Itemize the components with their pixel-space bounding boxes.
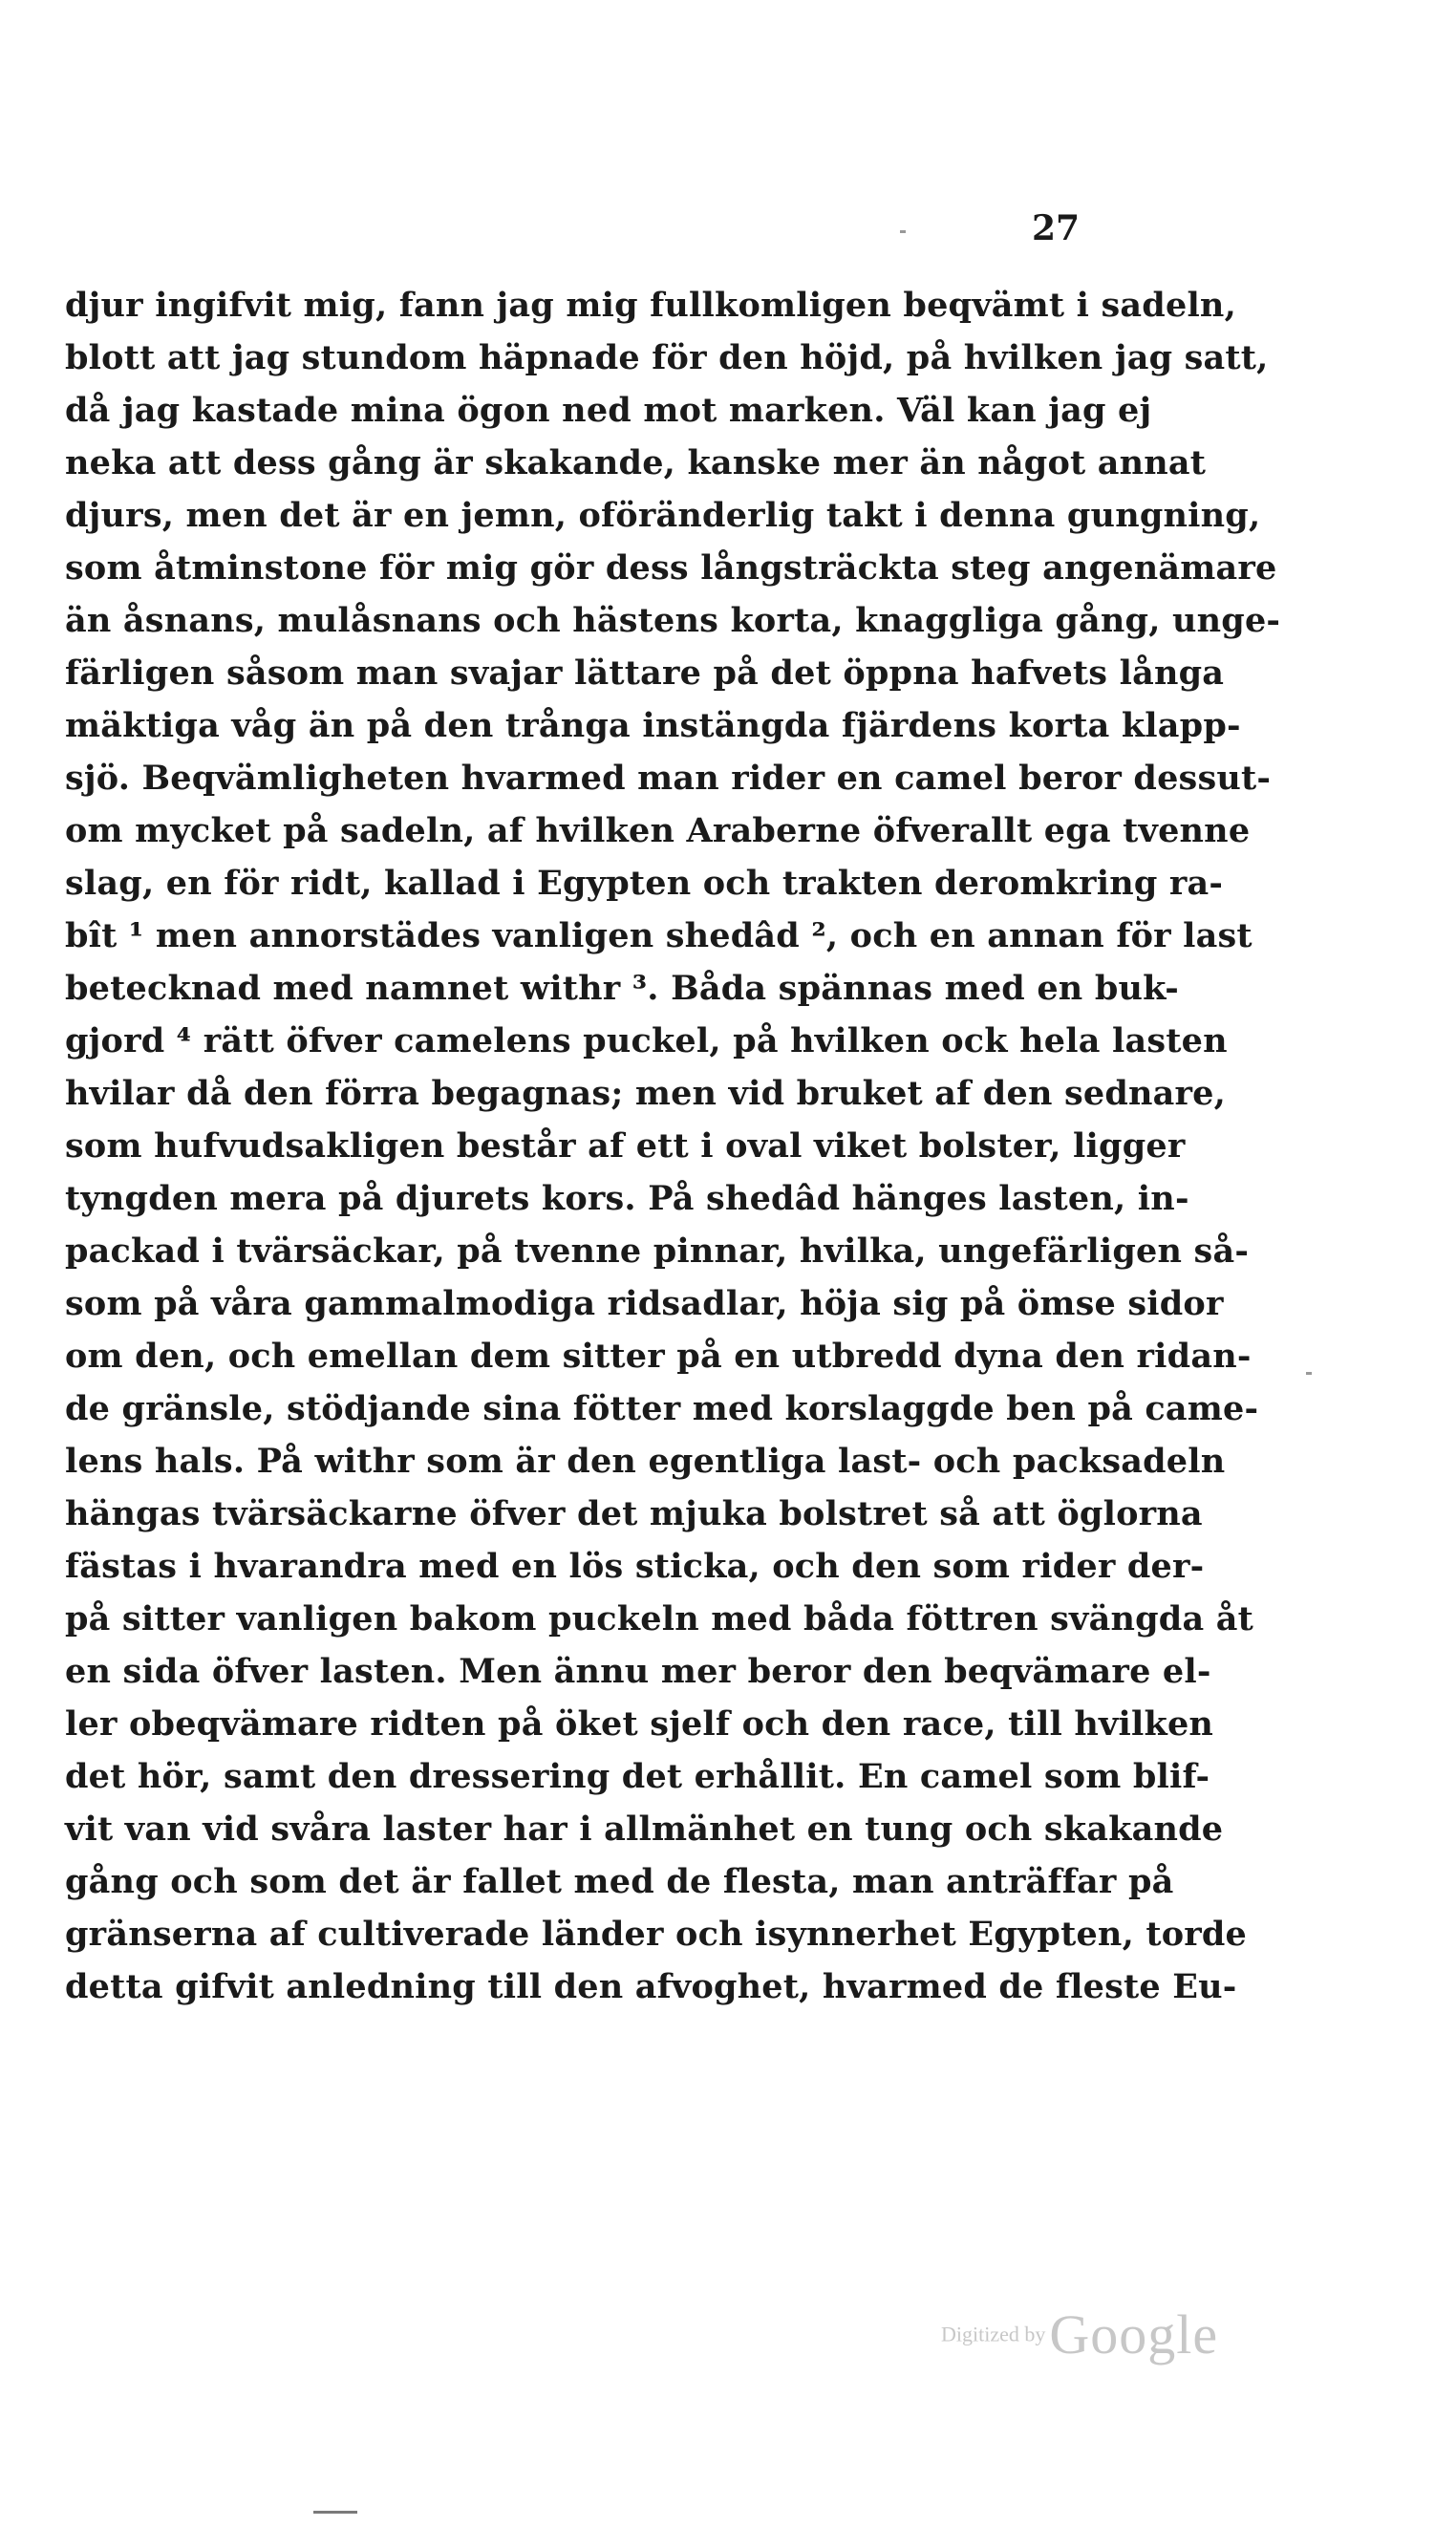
text-line: om mycket på sadeln, af hvilken Araberne öfverallt ega tvenne: [65, 811, 1251, 850]
text-line: neka att dess gång är skakande, kanske mer än något annat: [65, 443, 1207, 482]
text-line: detta gifvit anledning till den afvoghet, hvarmed de fleste Eu-: [65, 1967, 1237, 2006]
text-line: som på våra gammalmodiga ridsadlar, höja sig på ömse sidor: [65, 1284, 1224, 1323]
text-line: packad i tvärsäckar, på tvenne pinnar, hvilka, ungefärligen så-: [65, 1231, 1250, 1271]
text-line: gång och som det är fallet med de flesta, man anträffar på: [65, 1862, 1174, 1901]
text-line: djurs, men det är en jemn, oföränderlig takt i denna gungning,: [65, 496, 1261, 535]
text-line: vit van vid svåra laster har i allmänhet en tung och skakande: [65, 1810, 1224, 1849]
text-line: blott att jag stundom häpnade för den höjd, på hvilken jag satt,: [65, 338, 1269, 377]
watermark-prefix: Digitized by: [941, 2322, 1046, 2346]
text-line: om den, och emellan dem sitter på en utbredd dyna den ridan-: [65, 1337, 1252, 1376]
text-line: betecknad med namnet withr ³. Båda spännas med en buk-: [65, 969, 1179, 1008]
text-line: ler obeqvämare ridten på öket sjelf och den race, till hvilken: [65, 1704, 1214, 1744]
text-line: än åsnans, mulåsnans och hästens korta, knaggliga gång, unge-: [65, 601, 1281, 640]
body-text: [65, 279, 1281, 2013]
text-line: på sitter vanligen bakom puckeln med båda föttren svängda åt: [65, 1599, 1253, 1638]
text-line: gjord ⁴ rätt öfver camelens puckel, på hvilken ock hela lasten: [65, 1021, 1228, 1060]
text-line: bît ¹ men annorstädes vanligen shedâd ², och en annan för last: [65, 916, 1253, 955]
speck-mark: [1306, 1372, 1312, 1375]
google-logo: Google: [1049, 2303, 1219, 2366]
text-line: då jag kastade mina ögon ned mot marken. Väl kan jag ej: [65, 391, 1152, 430]
text-line: tyngden mera på djurets kors. På shedâd hänges lasten, in-: [65, 1179, 1189, 1218]
text-line: mäktiga våg än på den trånga instängda fjärdens korta klapp-: [65, 706, 1241, 745]
page-number: 27: [1032, 208, 1081, 248]
text-line: fästas i hvarandra med en lös sticka, och den som rider der-: [65, 1547, 1205, 1586]
text-line: som hufvudsakligen består af ett i oval viket bolster, ligger: [65, 1126, 1186, 1166]
text-line: det hör, samt den dressering det erhållit. En camel som blif-: [65, 1757, 1210, 1796]
text-line: färligen såsom man svajar lättare på det öppna hafvets långa: [65, 653, 1225, 693]
text-line: hängas tvärsäckarne öfver det mjuka bolstret så att öglorna: [65, 1494, 1203, 1533]
digitized-by-google-watermark: [941, 2302, 1228, 2369]
speck-mark: [900, 230, 906, 233]
footer-dash: [313, 2511, 357, 2514]
text-line: gränserna af cultiverade länder och isynnerhet Egypten, torde: [65, 1915, 1248, 1954]
text-line: slag, en för ridt, kallad i Egypten och trakten deromkring ra-: [65, 864, 1224, 903]
text-line: djur ingifvit mig, fann jag mig fullkomligen beqvämt i sadeln,: [65, 286, 1236, 325]
text-line: sjö. Beqvämligheten hvarmed man rider en camel beror dessut-: [65, 759, 1272, 798]
text-line: de gränsle, stödjande sina fötter med korslaggde ben på came-: [65, 1389, 1259, 1428]
text-line: hvilar då den förra begagnas; men vid bruket af den sednare,: [65, 1074, 1227, 1113]
text-line: lens hals. På withr som är den egentliga last- och packsadeln: [65, 1442, 1226, 1481]
text-line: en sida öfver lasten. Men ännu mer beror den beqvämare el-: [65, 1652, 1211, 1691]
text-line: som åtminstone för mig gör dess långsträckta steg angenämare: [65, 548, 1277, 588]
